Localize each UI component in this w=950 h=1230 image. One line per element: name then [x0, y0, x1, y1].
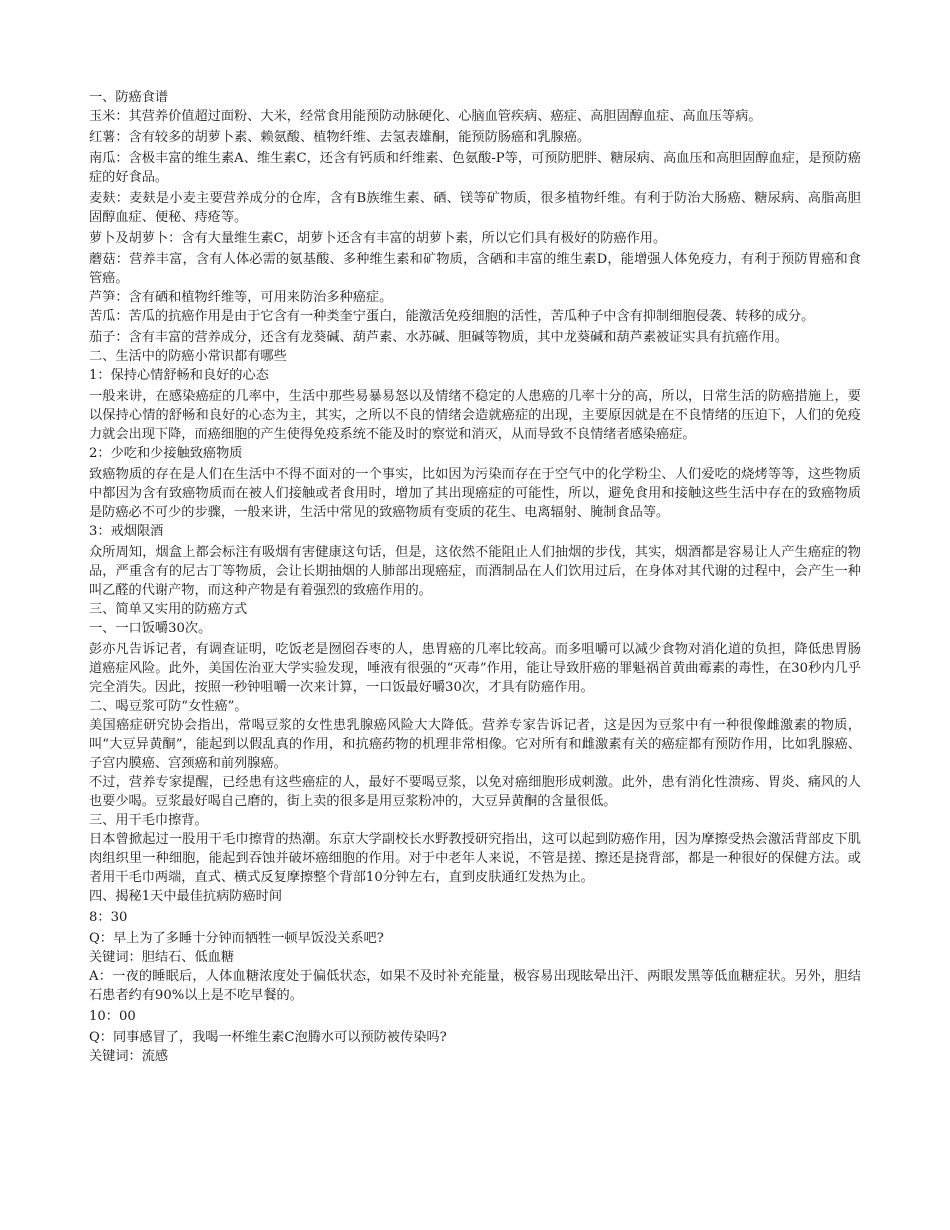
paragraph: 不过，营养专家提醒，已经患有这些癌症的人，最好不要喝豆浆，以免对癌细胞形成刺激。此外，患有消化性溃疡、胃炎、痛风的人也要少喝。豆浆最好喝自己磨的，街上卖的很多是用豆浆粉冲的，大豆异黄酮的含量很低。 — [89, 775, 861, 809]
paragraph: 红薯：含有较多的胡萝卜素、赖氨酸、植物纤维、去氢表雄酮，能预防肠癌和乳腺癌。 — [89, 130, 591, 145]
subheading: 1：保持心情舒畅和良好的心态 — [89, 368, 269, 383]
keywords: 关键词：胆结石、低血糖 — [89, 950, 235, 965]
paragraph: 彭亦凡告诉记者，有调查证明，吃饭老是囫囵吞枣的人，患胃癌的几率比较高。而多咀嚼可以减少食物对消化道的负担，降低患胃肠道癌症风险。此外，美国佐治亚大学实验发现，唾液有很强的“灭毒”作用，能让导致肝癌的罪魁祸首黄曲霉素的毒性，在30秒内几乎完全消失。因此，按照一秒钟咀嚼一次来计算，一口饭最好嚼30次，才具有防癌作用。 — [89, 642, 861, 695]
document-body — [89, 88, 861, 1066]
keywords: 关键词：流感 — [89, 1049, 169, 1064]
subheading: 2：少吃和少接触致癌物质 — [89, 446, 243, 461]
paragraph: 致癌物质的存在是人们在生活中不得不面对的一个事实，比如因为污染而存在于空气中的化学粉尘、人们爱吃的烧烤等等，这些物质中都因为含有致癌物质而在被人们接触或者食用时，增加了其出现癌症的可能性，所以，避免食用和接触这些生活中存在的致癌物质是防癌必不可少的步骤，一般来讲，生活中常见的致癌物质有变质的花生、电离辐射、腌制食品等。 — [89, 467, 861, 520]
subheading: 二、喝豆浆可防“女性癌”。 — [89, 699, 248, 714]
paragraph: 玉米：其营养价值超过面粉、大米，经常食用能预防动脉硬化、心脑血管疾病、癌症、高胆固醇血症、高血压等病。 — [89, 109, 762, 124]
paragraph: 茄子：含有丰富的营养成分，还含有龙葵碱、葫芦素、水苏碱、胆碱等物质，其中龙葵碱和葫芦素被证实具有抗癌作用。 — [89, 330, 788, 345]
subheading: 3：戒烟限酒 — [89, 524, 164, 539]
subheading: 一、一口饭嚼30次。 — [89, 621, 212, 636]
time-label: 8：30 — [89, 910, 128, 925]
answer: A：一夜的睡眠后，人体血糖浓度处于偏低状态，如果不及时补充能量，极容易出现眩晕出汗、两眼发黑等低血糖症状。另外，胆结石患者约有90%以上是不吃早餐的。 — [89, 969, 861, 1003]
paragraph: 日本曾掀起过一股用干毛巾擦背的热潮。东京大学副校长水野教授研究指出，这可以起到防癌作用，因为摩擦受热会激活背部皮下肌肉组织里一种细胞，能起到吞蚀并破坏癌细胞的作用。对于中老年人来说，不管是搓、擦还是挠背部，都是一种很好的保健方法。或者用干毛巾两端，直式、横式反复摩擦整个背部10分钟左右，直到皮肤通红发热为止。 — [89, 832, 861, 885]
question: Q：早上为了多睡十分钟而牺牲一顿早饭没关系吧? — [89, 931, 384, 946]
section-heading: 二、生活中的防癌小常识都有哪些 — [89, 349, 287, 364]
section-heading: 三、简单又实用的防癌方式 — [89, 602, 248, 617]
paragraph: 一般来讲，在感染癌症的几率中，生活中那些易暴易怒以及情绪不稳定的人患癌的几率十分的高，所以，日常生活的防癌措施上，要以保持心情的舒畅和良好的心态为主，其实，之所以不良的情绪会造就癌症的出现，主要原因就是在不良情绪的压迫下，人们的免疫力就会出现下降，而癌细胞的产生使得免疫系统不能及时的察觉和消灭，从而导致不良情绪者感染癌症。 — [89, 389, 861, 442]
paragraph: 苦瓜：苦瓜的抗癌作用是由于它含有一种类奎宁蛋白，能激活免疫细胞的活性，苦瓜种子中含有抑制细胞侵袭、转移的成分。 — [89, 309, 815, 324]
question: Q：同事感冒了，我喝一杯维生素C泡腾水可以预防被传染吗? — [89, 1030, 447, 1045]
paragraph: 麦麸：麦麸是小麦主要营养成分的仓库，含有B族维生素、硒、镁等矿物质，很多植物纤维。有利于防治大肠癌、糖尿病、高脂高胆固醇血症、便秘、痔疮等。 — [89, 191, 861, 225]
paragraph: 蘑菇：营养丰富，含有人体必需的氨基酸、多种维生素和矿物质，含硒和丰富的维生素D，能增强人体免疫力，有利于预防胃癌和食管癌。 — [89, 252, 861, 286]
time-label: 10：00 — [89, 1009, 136, 1024]
paragraph: 美国癌症研究协会指出，常喝豆浆的女性患乳腺癌风险大大降低。营养专家告诉记者，这是因为豆浆中有一种很像雌激素的物质，叫“大豆异黄酮”，能起到以假乱真的作用，和抗癌药物的机理非常相像。它对所有和雌激素有关的癌症都有预防作用，比如乳腺癌、子宫内膜癌、宫颈癌和前列腺癌。 — [89, 718, 861, 771]
section-heading: 一、防癌食谱 — [89, 90, 169, 105]
subheading: 三、用干毛巾擦背。 — [89, 813, 208, 828]
section-heading: 四、揭秘1天中最佳抗病防癌时间 — [89, 889, 283, 904]
paragraph: 芦笋：含有硒和植物纤维等，可用来防治多种癌症。 — [89, 290, 393, 305]
paragraph: 萝卜及胡萝卜：含有大量维生素C，胡萝卜还含有丰富的胡萝卜素，所以它们具有极好的防癌作用。 — [89, 231, 667, 246]
paragraph: 南瓜：含极丰富的维生素A、维生素C，还含有钙质和纤维素、色氨酸-P等，可预防肥胖、糖尿病、高血压和高胆固醇血症，是预防癌症的好食品。 — [89, 151, 861, 185]
paragraph: 众所周知，烟盒上都会标注有吸烟有害健康这句话，但是，这依然不能阻止人们抽烟的步伐，其实，烟酒都是容易让人产生癌症的物品，严重含有的尼古丁等物质，会让长期抽烟的人肺部出现癌症，而酒制品在人们饮用过后，在身体对其代谢的过程中，会产生一种叫乙醛的代谢产物，而这种产物是有着强烈的致癌作用的。 — [89, 545, 861, 598]
